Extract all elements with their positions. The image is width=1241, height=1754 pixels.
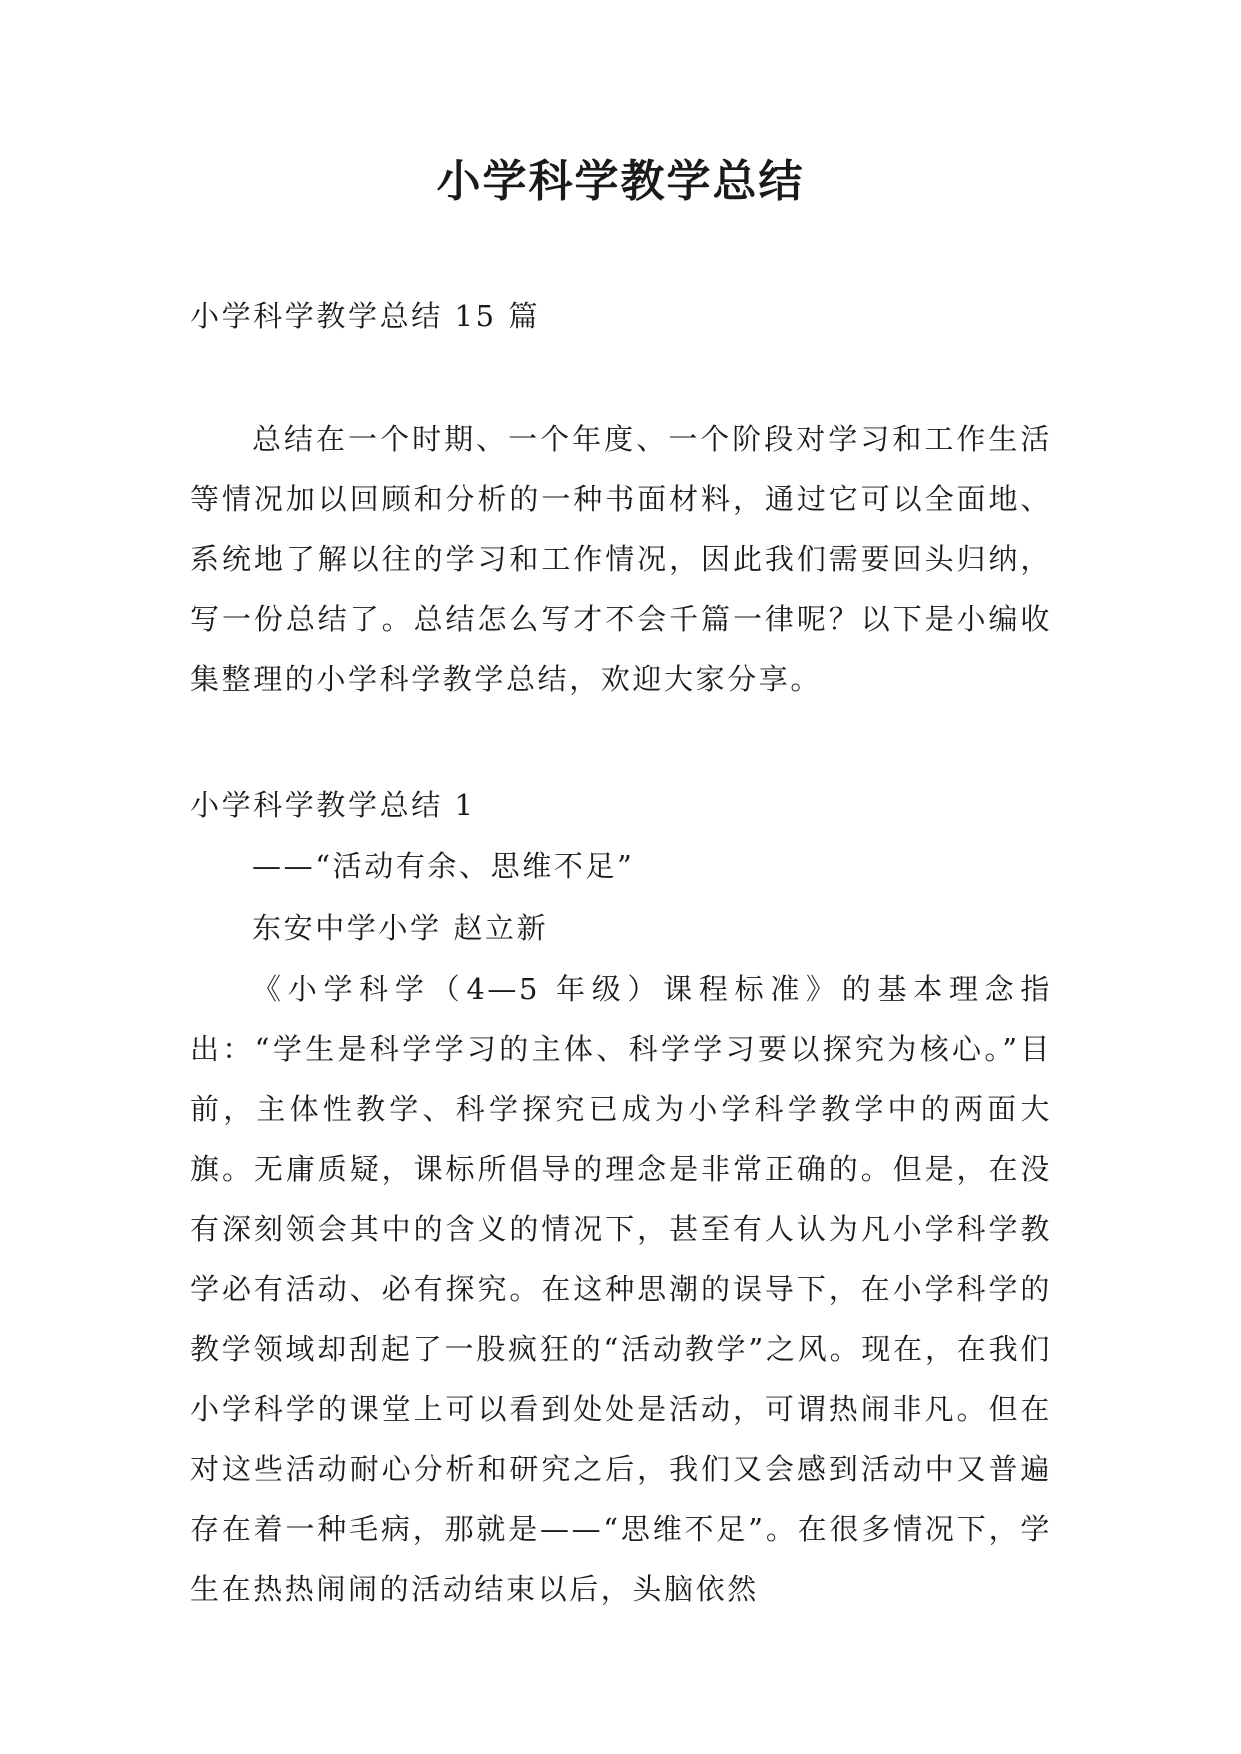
section-author: 东安中学小学 赵立新 (252, 911, 549, 945)
body-paragraph: 《小学科学（4—5 年级）课程标准》的基本理念指出：“学生是科学学习的主体、科学学习要以探究为核心。”目前，主体性教学、科学探究已成为小学科学教学中的两面大旗。无庸质疑，课标所倡导的理念是非常正确的。但是，在没有深刻领会其中的含义的情况下，甚至有人认为凡小学科学教学必有活动、必有探究。在这种思潮的误导下，在小学科学的教学领域却刮起了一股疯狂的“活动教学”之风。现在，在我们小学科学的课堂上可以看到处处是活动，可谓热闹非凡。但在对这些活动耐心分析和研究之后，我们又会感到活动中又普遍存在着一种毛病，那就是——“思维不足”。在很多情况下，学生在热热闹闹的活动结束以后，头脑依然 (190, 972, 1052, 1606)
document-subtitle: 小学科学教学总结 15 篇 (190, 299, 541, 333)
intro-paragraph: 总结在一个时期、一个年度、一个阶段对学习和工作生活等情况加以回顾和分析的一种书面材料，通过它可以全面地、系统地了解以往的学习和工作情况，因此我们需要回头归纳，写一份总结了。总结怎么写才不会千篇一律呢？以下是小编收集整理的小学科学教学总结，欢迎大家分享。 (190, 422, 1052, 696)
document-title: 小学科学教学总结 (436, 156, 805, 207)
document-body (190, 286, 1052, 1619)
section-motto: ——“活动有余、思维不足” (252, 849, 635, 883)
section-heading: 小学科学教学总结 1 (190, 788, 476, 822)
